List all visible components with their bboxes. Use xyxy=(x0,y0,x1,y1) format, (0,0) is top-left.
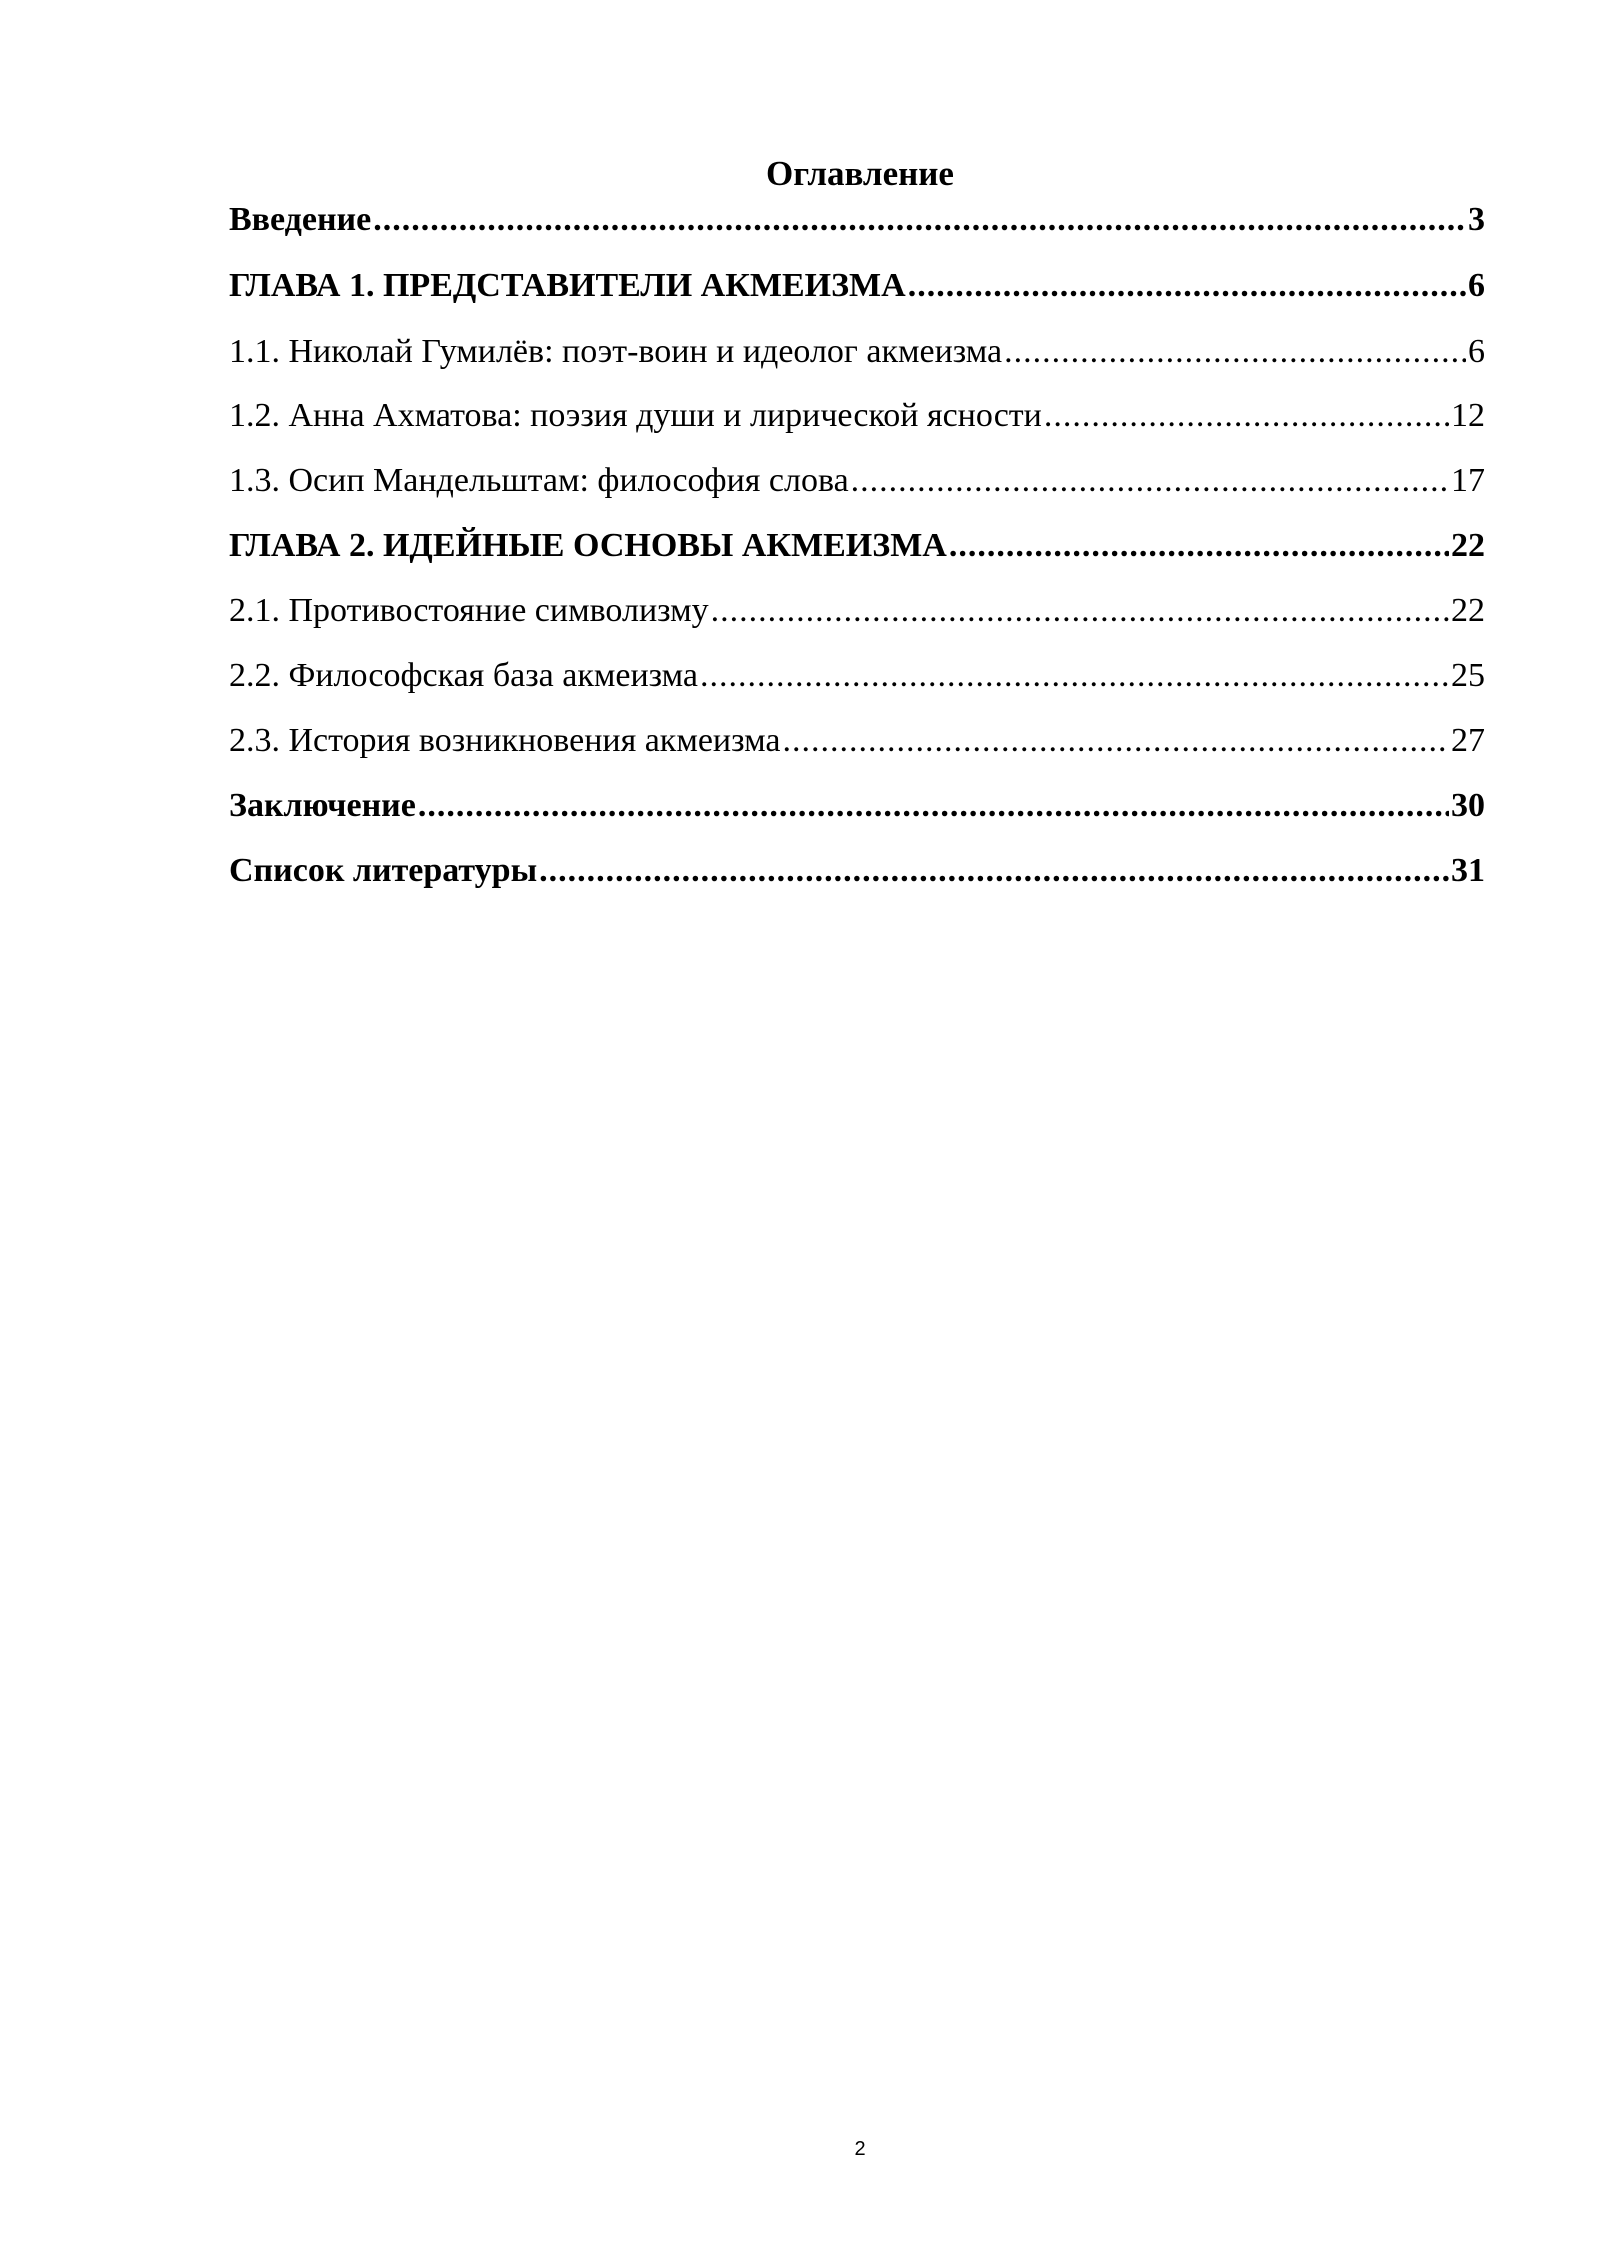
toc-page-number: 17 xyxy=(1451,462,1485,499)
toc-entry-section-1-1[interactable] xyxy=(229,330,1485,374)
toc-dot-leader xyxy=(539,849,1449,893)
toc-entry-text: ГЛАВА 2. ИДЕЙНЫЕ ОСНОВЫ АКМЕИЗМА xyxy=(229,527,947,564)
toc-page-number: 22 xyxy=(1451,527,1485,564)
toc-entry-text: ГЛАВА 1. ПРЕДСТАВИТЕЛИ АКМЕИЗМА xyxy=(229,267,906,304)
toc-entry-text: 2.1. Противостояние символизму xyxy=(229,592,709,629)
toc-entry-section-2-2[interactable] xyxy=(229,654,1485,698)
toc-page-number: 22 xyxy=(1451,592,1485,629)
toc-entry-text: 2.3. История возникновения акмеизма xyxy=(229,722,781,759)
toc-page-number: 30 xyxy=(1451,787,1485,824)
toc-dot-leader xyxy=(1044,394,1449,438)
toc-entry-conclusion[interactable] xyxy=(229,784,1485,828)
toc-entry-text: Введение xyxy=(229,201,372,238)
toc-entry-text: Список литературы xyxy=(229,852,538,889)
toc-page-number: 31 xyxy=(1451,852,1485,889)
toc-dot-leader xyxy=(782,719,1449,763)
toc-entry-section-2-1[interactable] xyxy=(229,589,1485,633)
toc-page-number: 6 xyxy=(1468,267,1485,304)
toc-page-number: 12 xyxy=(1451,397,1485,434)
toc-page-number: 25 xyxy=(1451,657,1485,694)
toc-entry-text: 2.2. Философская база акмеизма xyxy=(229,657,698,694)
page-number: 2 xyxy=(854,2138,866,2160)
toc-dot-leader xyxy=(373,198,1466,242)
toc-page-number: 27 xyxy=(1451,722,1485,759)
toc-dot-leader xyxy=(700,654,1449,698)
toc-entry-text: 1.1. Николай Гумилёв: поэт-воин и идеолог акмеизма xyxy=(229,333,1003,370)
toc-entry-section-1-2[interactable] xyxy=(229,394,1485,438)
toc-entry-introduction[interactable] xyxy=(229,198,1485,242)
toc-dot-leader xyxy=(1004,330,1466,374)
toc-entry-text: Заключение xyxy=(229,787,416,824)
toc-entry-bibliography[interactable] xyxy=(229,849,1485,893)
toc-page-number: 6 xyxy=(1468,333,1485,370)
toc-entry-chapter-2[interactable] xyxy=(229,524,1485,568)
toc-entry-section-2-3[interactable] xyxy=(229,719,1485,763)
toc-title: Оглавление xyxy=(766,154,954,193)
toc-dot-leader xyxy=(711,589,1449,633)
toc-entry-chapter-1[interactable] xyxy=(229,264,1485,308)
toc-entry-text: 1.2. Анна Ахматова: поэзия души и лирической ясности xyxy=(229,397,1042,434)
toc-entry-section-1-3[interactable] xyxy=(229,459,1485,503)
toc-dot-leader xyxy=(851,459,1449,503)
toc-dot-leader xyxy=(418,784,1449,828)
toc-dot-leader xyxy=(949,524,1449,568)
toc-entry-text: 1.3. Осип Мандельштам: философия слова xyxy=(229,462,849,499)
toc-page-number: 3 xyxy=(1468,201,1485,238)
toc-dot-leader xyxy=(908,264,1466,308)
